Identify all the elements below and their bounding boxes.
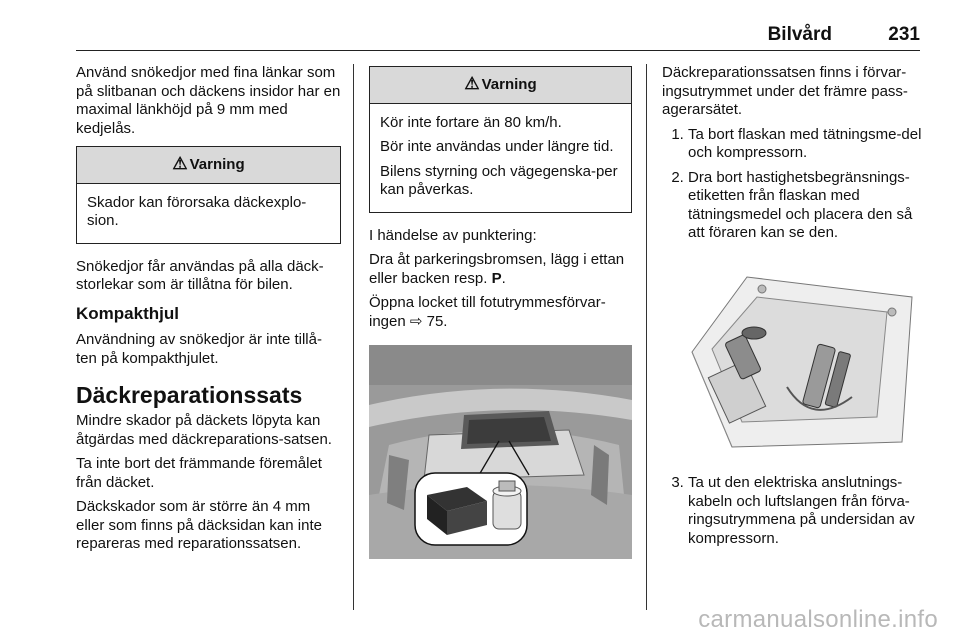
brake-text: Dra åt parkeringsbromsen, lägg i ettan eller backen resp. (369, 251, 625, 287)
intro-paragraph: Använd snökedjor med fina länkar som på slitbanan och däckens insidor har en maximal länkhöjd på 9 mm med kedjelås. (76, 64, 341, 137)
repair-paragraph-1: Mindre skador på däckets löpyta kan åtgärdas med däckreparations-satsen. (76, 412, 332, 448)
column-3 (662, 64, 927, 554)
warning-body (370, 104, 631, 212)
repair-paragraph-3: Däckskador som är större än 4 mm eller som finns på däcksidan kan inte repareras med reparationssatsen. (76, 498, 322, 552)
brake-text-end: . (501, 269, 506, 287)
warning-line-2: Bör inte användas under längre tid. (380, 138, 614, 155)
heading-tire-repair-kit: Däckreparationssats (76, 382, 303, 408)
puncture-paragraph: I händelse av punktering: (369, 226, 537, 244)
repair-kit-illustration (662, 257, 927, 459)
column-divider-left (353, 64, 354, 610)
page-number: 231 (888, 24, 920, 45)
footwell-storage-illustration (369, 345, 632, 559)
repair-paragraph-2: Ta inte bort det främmande föremålet från däcket. (76, 455, 322, 491)
page-reference: 75. (426, 312, 448, 330)
warning-text: Skador kan förorsaka däckexplo-sion. (87, 193, 307, 229)
steps-list-continued (662, 474, 927, 548)
warning-title: Varning (189, 156, 245, 173)
warning-header (370, 67, 631, 104)
heading-compact-wheel: Kompakthjul (76, 303, 179, 323)
column-2 (369, 64, 632, 575)
figure-repair-kit (662, 257, 927, 465)
step-1: 1. Ta bort flaskan med tätningsme-del och kompressorn. (688, 126, 927, 163)
warning-triangle-icon: ⚠ (172, 154, 188, 173)
step-3: 3. Ta ut den elektriska anslutnings-kabeln och luftslangen från förva-ringsutrymmena på undersidan av kompressorn. (688, 474, 927, 548)
figure-footwell-storage (369, 345, 632, 565)
intro-paragraph: Däckreparationssatsen finns i förvar-ingsutrymmet under det främre pass-agerarsätet. (662, 64, 908, 118)
section-name: Bilvård (767, 24, 832, 45)
watermark: carmanualsonline.info (698, 606, 938, 633)
parking-brake-paragraph (369, 251, 632, 288)
warning-header (77, 147, 340, 184)
warning-triangle-icon: ⚠ (464, 74, 480, 93)
warning-box-speed (369, 66, 632, 213)
warning-title: Varning (481, 76, 537, 93)
open-lid-text: Öppna locket till fotutrymmesförvar-ingen (369, 294, 606, 330)
page-header (75, 22, 920, 46)
warning-body (77, 184, 340, 243)
column-divider-right (646, 64, 647, 610)
column-1 (76, 64, 341, 560)
warning-line-3: Bilens styrning och vägegenska-per kan påverkas. (380, 162, 618, 198)
step-2: 2. Dra bort hastighetsbegränsnings-etiketten från flaskan med tätningsmedel och placera den så att föraren kan se den. (688, 169, 927, 243)
header-rule (76, 50, 920, 51)
all-tires-paragraph: Snökedjor får användas på alla däck-storlekar som är tillåtna för bilen. (76, 257, 324, 293)
warning-line-1: Kör inte fortare än 80 km/h. (380, 113, 562, 131)
open-lid-paragraph (369, 294, 632, 331)
page-ref-arrow-icon: ⇨ (409, 312, 423, 330)
warning-box (76, 146, 341, 244)
steps-list (662, 126, 927, 243)
compact-wheel-paragraph: Användning av snökedjor är inte tillå-ten på kompakthjulet. (76, 331, 322, 367)
gear-p-label: P (491, 269, 502, 287)
